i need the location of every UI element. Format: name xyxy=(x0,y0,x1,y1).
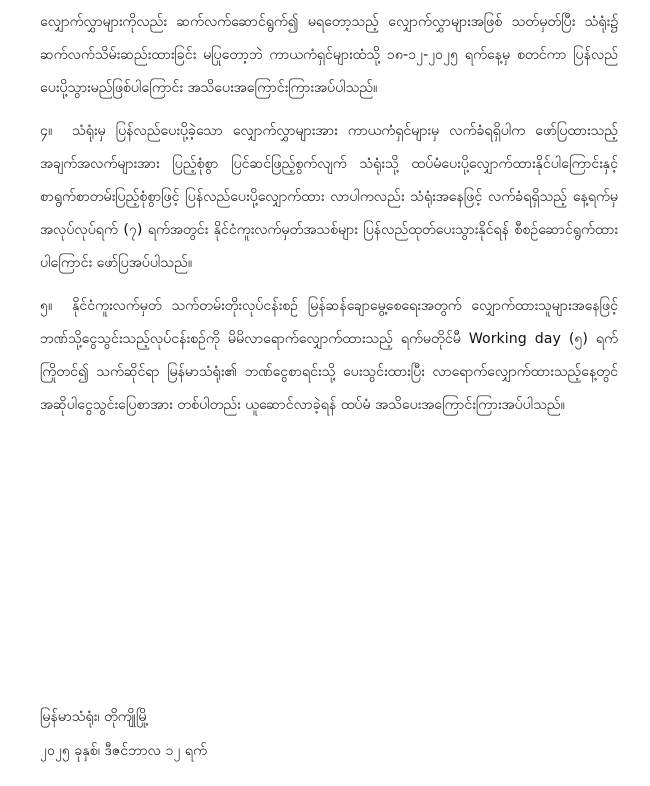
paragraph-text: လျှောက်လွှာများကိုလည်း ဆက်လက်ဆောင်ရွက်၍ မရတော့သည့် လျှောက်လွှာများအဖြစ် သတ်မှတ်ပြီး သံရုံး၌ ဆက်လက်သိမ်းဆည်းထားခြင်း မပြုတော့ဘဲ ကာယကံရှင်များထံသို့ ၁၈-၁၂-၂၀၂၅ ရက်နေ့မှ စတင်ကာ ပြန်လည်ပေးပို့သွားမည်ဖြစ်ပါကြောင်း အသိပေးအကြောင်းကြားအပ်ပါသည်။ xyxy=(40,14,618,96)
paragraph-3-continuation xyxy=(40,6,618,105)
paragraph-number: ၅။ xyxy=(40,298,53,314)
document-body xyxy=(40,6,618,432)
issuer-line: မြန်မာသံရုံး၊ တိုကျိုမြို့ xyxy=(40,709,149,725)
paragraph-5 xyxy=(40,290,618,422)
paragraph-number: ၄။ xyxy=(40,123,53,139)
paragraph-text: သံရုံးမှ ပြန်လည်ပေးပို့ခဲ့သော လျှောက်လွှာများအား ကာယကံရှင်များမှ လက်ခံရရှိပါက ဖော်ပြထားသည့် အချက်အလက်များအား ပြည့်စုံစွာ ပြင်ဆင်ဖြည့်စွက်လျက် သံရုံးသို့ ထပ်မံပေးပို့လျှောက်ထားနိုင်ပါကြောင်းနှင့် စာရွက်စာတမ်းပြည့်စုံစွာဖြင့် ပြန်လည်ပေးပို့လျှောက်ထား လာပါကလည်း သံရုံးအနေဖြင့် လက်ခံရရှိသည့် နေ့ရက်မှ အလုပ်လုပ်ရက် (၇) ရက်အတွင်း နိုင်ငံကူးလက်မှတ်အသစ်များ ပြန်လည်ထုတ်ပေးသွားနိုင်ရန် စီစဉ်ဆောင်ရွက်ထားပါကြောင်း ဖော်ပြအပ်ပါသည်။ xyxy=(40,123,618,271)
paragraph-4 xyxy=(40,115,618,280)
paragraph-text: နိုင်ငံကူးလက်မှတ် သက်တမ်းတိုးလုပ်ငန်းစဉ် မြန်ဆန်ချောမွေ့စေရေးအတွက် လျှောက်ထားသူများအနေဖြင့် ဘဏ်သို့ငွေသွင်းသည့်လုပ်ငန်းစဉ်ကို မိမိလာရောက်လျှောက်ထားသည့် ရက်မတိုင်မီ Working day (၅) ရက် ကြိုတင်၍ သက်ဆိုင်ရာ မြန်မာသံရုံး၏ ဘဏ်ငွေစာရင်းသို့ ပေးသွင်းထားပြီး လာရောက်လျှောက်ထားသည့်နေ့တွင် အဆိုပါငွေသွင်းပြေစာအား တစ်ပါတည်း ယူဆောင်လာခဲ့ရန် ထပ်မံ အသိပေးအကြောင်းကြားအပ်ပါသည်။ xyxy=(40,298,618,413)
closing-block xyxy=(40,700,618,768)
date-line: ၂၀၂၅ ခုနှစ်၊ ဒီဇင်ဘာလ ၁၂ ရက် xyxy=(40,743,207,759)
